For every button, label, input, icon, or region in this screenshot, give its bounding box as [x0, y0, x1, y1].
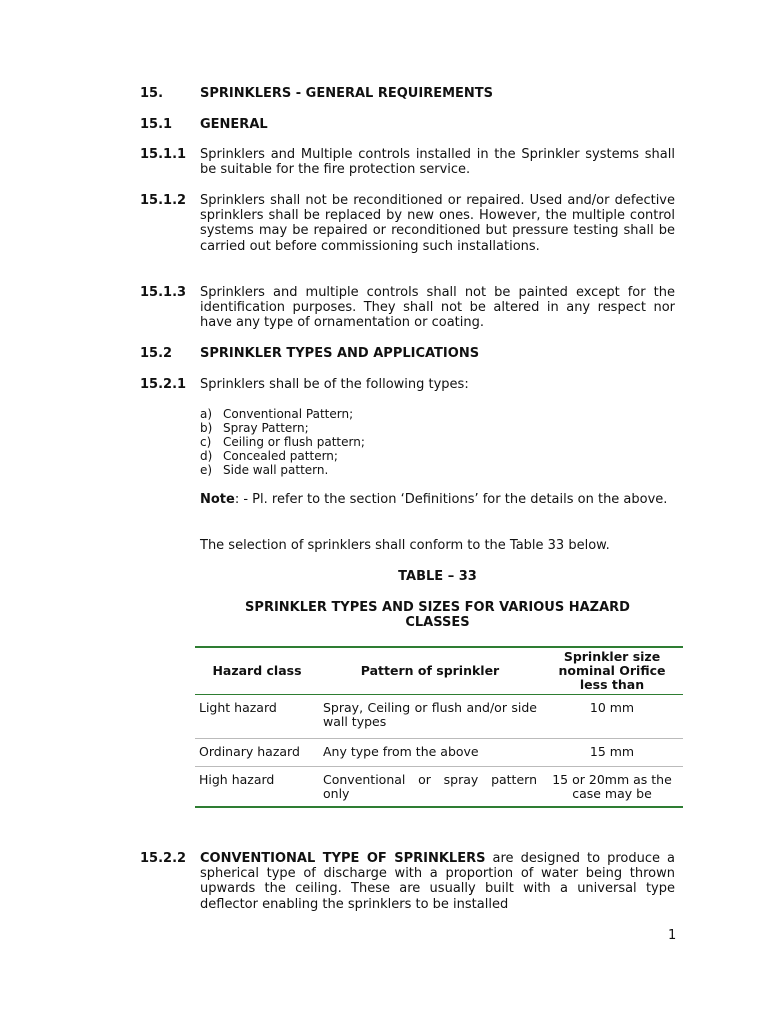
- note-paragraph: [200, 492, 675, 507]
- section-15-1-number: 15.1: [140, 117, 173, 132]
- section-15-1-title: GENERAL: [200, 117, 268, 132]
- list-text: Concealed pattern;: [223, 449, 338, 463]
- list-item: [200, 407, 365, 421]
- list-letter: c): [200, 435, 212, 449]
- table-cell: Ordinary hazard: [195, 739, 319, 767]
- conventional-heading: CONVENTIONAL TYPE OF SPRINKLERS: [200, 851, 486, 866]
- list-item: [200, 463, 365, 477]
- section-15-2-number: 15.2: [140, 346, 173, 361]
- section-15-number: 15.: [140, 86, 164, 101]
- list-text: Ceiling or flush pattern;: [223, 435, 365, 449]
- section-15-1-3-number: 15.1.3: [140, 285, 187, 300]
- table-cell: Spray, Ceiling or flush and/or side wall types: [319, 695, 541, 739]
- section-15-2-title: SPRINKLER TYPES AND APPLICATIONS: [200, 346, 480, 361]
- table-label: TABLE – 33: [398, 569, 477, 584]
- table-cell: High hazard: [195, 767, 319, 807]
- table-cell: 15 mm: [541, 739, 683, 767]
- note-text: : - Pl. refer to the section ‘Definitions’ for the details on the above.: [234, 492, 668, 507]
- section-15-1-1-number: 15.1.1: [140, 147, 187, 162]
- table-header-row: [195, 647, 683, 695]
- section-15-2-2-text: [200, 851, 675, 912]
- table-cell: Any type from the above: [319, 739, 541, 767]
- conventional-text: are designed to produce a spherical type of discharge with a proportion of water being thrown upwards the ceiling. These are usually built with a universal type deflector enabling the sprinklers to be installed: [200, 851, 676, 912]
- section-15-2-1-number: 15.2.1: [140, 377, 187, 392]
- list-letter: d): [200, 449, 213, 463]
- section-15-1-1-text: Sprinklers and Multiple controls installed in the Sprinkler systems shall be suitable for the fire protection service.: [200, 147, 675, 178]
- list-letter: a): [200, 407, 213, 421]
- section-15-title: SPRINKLERS - GENERAL REQUIREMENTS: [200, 86, 494, 101]
- table-row: [195, 739, 683, 767]
- header-size: Sprinkler size nominal Orifice less than: [541, 647, 683, 695]
- list-letter: b): [200, 421, 213, 435]
- sprinkler-table: [195, 646, 683, 808]
- list-text: Side wall pattern.: [223, 463, 329, 477]
- section-15-2-2-number: 15.2.2: [140, 851, 187, 866]
- sprinkler-types-list: [200, 407, 365, 477]
- list-text: Conventional Pattern;: [223, 407, 354, 421]
- table-title: SPRINKLER TYPES AND SIZES FOR VARIOUS HAZARD CLASSES: [245, 600, 630, 631]
- section-15-2-1-text: Sprinklers shall be of the following types:: [200, 377, 469, 392]
- note-label: Note: [200, 492, 235, 507]
- table-row: [195, 767, 683, 807]
- list-letter: e): [200, 463, 213, 477]
- list-item: [200, 421, 365, 435]
- section-15-1-2-number: 15.1.2: [140, 193, 187, 208]
- list-item: [200, 449, 365, 463]
- list-text: Spray Pattern;: [223, 421, 309, 435]
- table-cell: Light hazard: [195, 695, 319, 739]
- list-item: [200, 435, 365, 449]
- header-hazard-class: Hazard class: [195, 647, 319, 695]
- section-15-1-3-text: Sprinklers and multiple controls shall not be painted except for the identification purposes. They shall not be altered in any respect nor have any type of ornamentation or coating.: [200, 285, 675, 331]
- table-row: [195, 695, 683, 739]
- selection-text: The selection of sprinklers shall conform to the Table 33 below.: [200, 538, 610, 553]
- table-cell: 15 or 20mm as the case may be: [541, 767, 683, 807]
- page-number: 1: [668, 928, 677, 943]
- header-pattern: Pattern of sprinkler: [319, 647, 541, 695]
- table-cell: 10 mm: [541, 695, 683, 739]
- section-15-1-2-text: Sprinklers shall not be reconditioned or repaired. Used and/or defective sprinklers shall be replaced by new ones. However, the multiple control systems may be repaired or reconditioned but pressure testing shall be carried out before commissioning such installations.: [200, 193, 675, 254]
- table-cell: Conventional or spray pattern only: [319, 767, 541, 807]
